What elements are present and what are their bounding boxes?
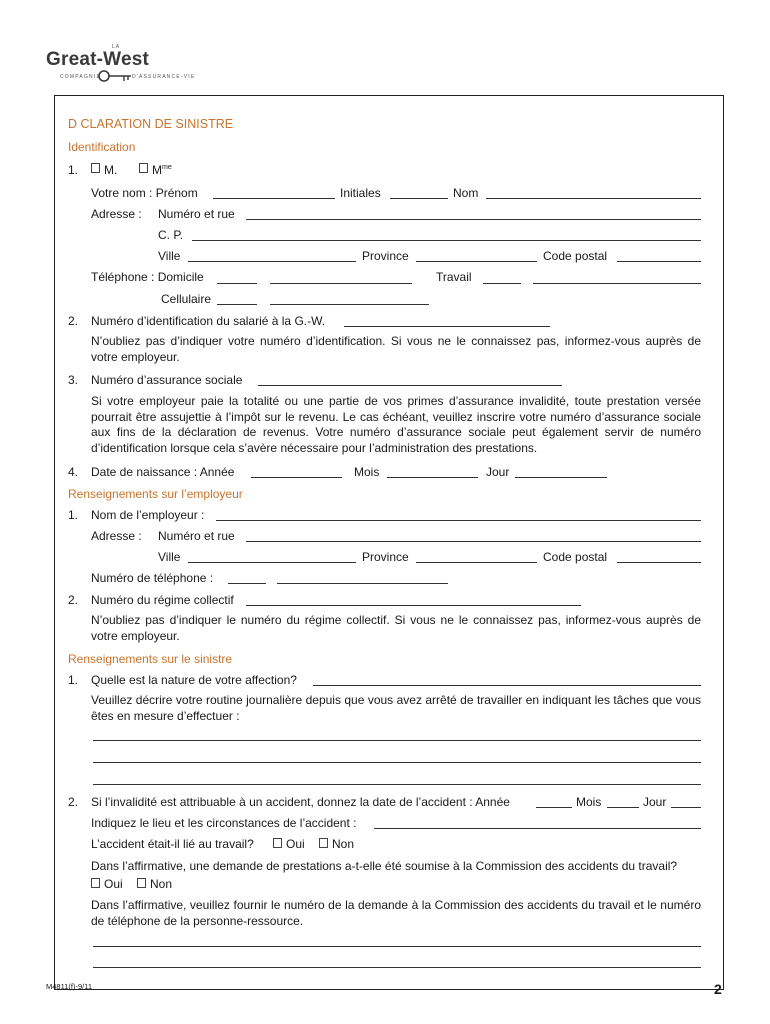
field-ville[interactable]: [188, 261, 356, 262]
label-naissance-mois: Mois: [354, 465, 380, 479]
label-travail: Travail: [436, 270, 472, 284]
label-routine: Veuillez décrire votre routine journalière depuis que vous avez arrêté de travailler en indiquant les tâches que vous êtes en mesure d’effectuer :: [91, 693, 701, 723]
field-nom-employeur[interactable]: [216, 520, 701, 521]
page-number: 2: [714, 981, 722, 997]
label-affection: Quelle est la nature de votre affection?: [91, 673, 297, 687]
item-number: 3.: [68, 373, 79, 387]
field-routine-line[interactable]: [93, 740, 701, 741]
field-cp[interactable]: [192, 240, 701, 241]
field-telephone-employeur-numero[interactable]: [277, 583, 448, 584]
form-frame: [54, 95, 724, 990]
label-oui: Oui: [286, 837, 305, 851]
field-lieu-accident[interactable]: [374, 828, 701, 829]
field-accident-mois[interactable]: [607, 807, 639, 808]
item-number: 2.: [68, 593, 79, 607]
label-ville-employeur: Ville: [158, 550, 181, 564]
field-routine-line[interactable]: [93, 784, 701, 785]
section-identification: Identification: [68, 140, 136, 154]
field-routine-line[interactable]: [93, 762, 701, 763]
key-icon: [98, 69, 132, 83]
label-ville: Ville: [158, 249, 181, 263]
field-naissance-mois[interactable]: [387, 477, 478, 478]
label-affirmative-numero: Dans l’affirmative, veuillez fournir le numéro de la demande à la Commission des accidents du travail et le numéro de téléphone de la personne-ressource.: [91, 898, 701, 928]
field-cellulaire-indicatif[interactable]: [217, 304, 257, 305]
form-title: D CLARATION DE SINISTRE: [68, 117, 234, 131]
label-telephone-domicile: Téléphone : Domicile: [91, 270, 204, 284]
label-m: M.: [104, 163, 118, 177]
label-accident-mois: Mois: [576, 795, 602, 809]
label-province-employeur: Province: [362, 550, 409, 564]
label-adresse: Adresse :: [91, 207, 142, 221]
label-regime: Numéro du régime collectif: [91, 593, 234, 607]
item-number: 2.: [68, 314, 79, 328]
field-province[interactable]: [416, 261, 537, 262]
label-cellulaire: Cellulaire: [161, 292, 212, 306]
label-numero-rue-employeur: Numéro et rue: [158, 529, 235, 543]
label-accident-annee: Si l’invalidité est attribuable à un accident, donnez la date de l’accident : Année: [91, 795, 510, 809]
label-oui: Oui: [104, 877, 123, 891]
field-numero-identification[interactable]: [344, 326, 550, 327]
label-mme: $M^{me}$: [152, 163, 172, 177]
label-lie-travail: L’accident était-il lié au travail?: [91, 837, 254, 851]
field-numero-rue[interactable]: [246, 219, 701, 220]
item-number: 1.: [68, 508, 79, 522]
field-travail-numero[interactable]: [533, 283, 701, 284]
label-code-postal-employeur: Code postal: [543, 550, 608, 564]
label-affirmative-demande: Dans l’affirmative, une demande de prestations a-t-elle été soumise à la Commission des accidents du travail?: [91, 859, 678, 873]
label-adresse-employeur: Adresse :: [91, 529, 142, 543]
label-cp: C. P.: [158, 228, 184, 242]
label-accident-jour: Jour: [643, 795, 667, 809]
label-numero-identification: Numéro d’identification du salarié à la G.-W.: [91, 314, 326, 328]
note-identification: N’oubliez pas d’indiquer votre numéro d’identification. Si vous ne le connaissez pas, informez-vous auprès de votre employeur.: [91, 334, 701, 364]
item-number: 1.: [68, 163, 79, 177]
field-travail-indicatif[interactable]: [483, 283, 521, 284]
field-nom[interactable]: [486, 198, 701, 199]
field-numero-demande-line[interactable]: [93, 967, 701, 968]
checkbox-demande-non[interactable]: [137, 878, 146, 888]
checkbox-m[interactable]: [91, 163, 100, 173]
field-telephone-employeur-indicatif[interactable]: [228, 583, 266, 584]
label-nas: Numéro d’assurance sociale: [91, 373, 243, 387]
field-domicile-indicatif[interactable]: [217, 283, 257, 284]
note-regime: N’oubliez pas d’indiquer le numéro du régime collectif. Si vous ne le connaissez pas, informez-vous auprès de votre employeur.: [91, 613, 701, 643]
checkbox-mme[interactable]: [139, 163, 148, 173]
item-number: 1.: [68, 673, 79, 687]
field-cellulaire-numero[interactable]: [270, 304, 429, 305]
label-telephone-employeur: Numéro de téléphone :: [91, 571, 214, 585]
field-regime[interactable]: [246, 605, 581, 606]
logo-la: LA: [112, 44, 121, 50]
logo-left-text: COMPAGNIE: [60, 74, 101, 80]
field-province-employeur[interactable]: [416, 562, 537, 563]
field-code-postal[interactable]: [617, 261, 701, 262]
label-province: Province: [362, 249, 409, 263]
checkbox-lie-travail-non[interactable]: [319, 838, 328, 848]
field-naissance-annee[interactable]: [251, 477, 342, 478]
label-naissance-jour: Jour: [486, 465, 510, 479]
field-accident-jour[interactable]: [671, 807, 701, 808]
section-employeur: Renseignements sur l’employeur: [68, 487, 243, 501]
field-nas[interactable]: [258, 385, 562, 386]
field-numero-demande-line[interactable]: [93, 946, 701, 947]
field-domicile-numero[interactable]: [270, 283, 412, 284]
field-code-postal-employeur[interactable]: [617, 562, 701, 563]
label-lieu-accident: Indiquez le lieu et les circonstances de l’accident :: [91, 816, 357, 830]
label-non: Non: [332, 837, 355, 851]
field-prenom[interactable]: [213, 198, 335, 199]
label-nom-employeur: Nom de l’employeur :: [91, 508, 205, 522]
label-initiales: Initiales: [340, 186, 381, 200]
label-naissance-annee: Date de naissance : Année: [91, 465, 235, 479]
checkbox-demande-oui[interactable]: [91, 878, 100, 888]
field-affection[interactable]: [313, 685, 701, 686]
note-nas: Si votre employeur paie la totalité ou une partie de vos primes d’assurance invalidité, toute prestation versée pourrait être assujettie à l’impôt sur le revenu. Le cas échéant, veuillez inscrire votre numéro d’assurance sociale aux fins de la déclaration de revenus. Votre numéro d’assurance sociale peut également servir de numéro d’identification lorsque cela s’avère nécessaire pour l’administration des prestations.: [91, 394, 701, 455]
item-number: 4.: [68, 465, 79, 479]
section-sinistre: Renseignements sur le sinistre: [68, 652, 233, 666]
label-nom: Nom: [453, 186, 479, 200]
field-accident-annee[interactable]: [536, 807, 572, 808]
logo-name: Great-West: [46, 49, 150, 70]
label-non: Non: [150, 877, 173, 891]
field-numero-rue-employeur[interactable]: [246, 541, 701, 542]
label-numero-rue: Numéro et rue: [158, 207, 235, 221]
label-nom-prenom: Votre nom : Prénom: [91, 186, 198, 200]
company-logo: [46, 44, 196, 84]
field-initiales[interactable]: [390, 198, 448, 199]
checkbox-lie-travail-oui[interactable]: [273, 838, 282, 848]
item-number: 2.: [68, 795, 79, 809]
field-ville-employeur[interactable]: [188, 562, 356, 563]
field-naissance-jour[interactable]: [515, 477, 607, 478]
label-code-postal: Code postal: [543, 249, 608, 263]
logo-right-text: D'ASSURANCE-VIE: [132, 74, 196, 80]
form-code: M4811(f)-9/11: [46, 982, 92, 991]
